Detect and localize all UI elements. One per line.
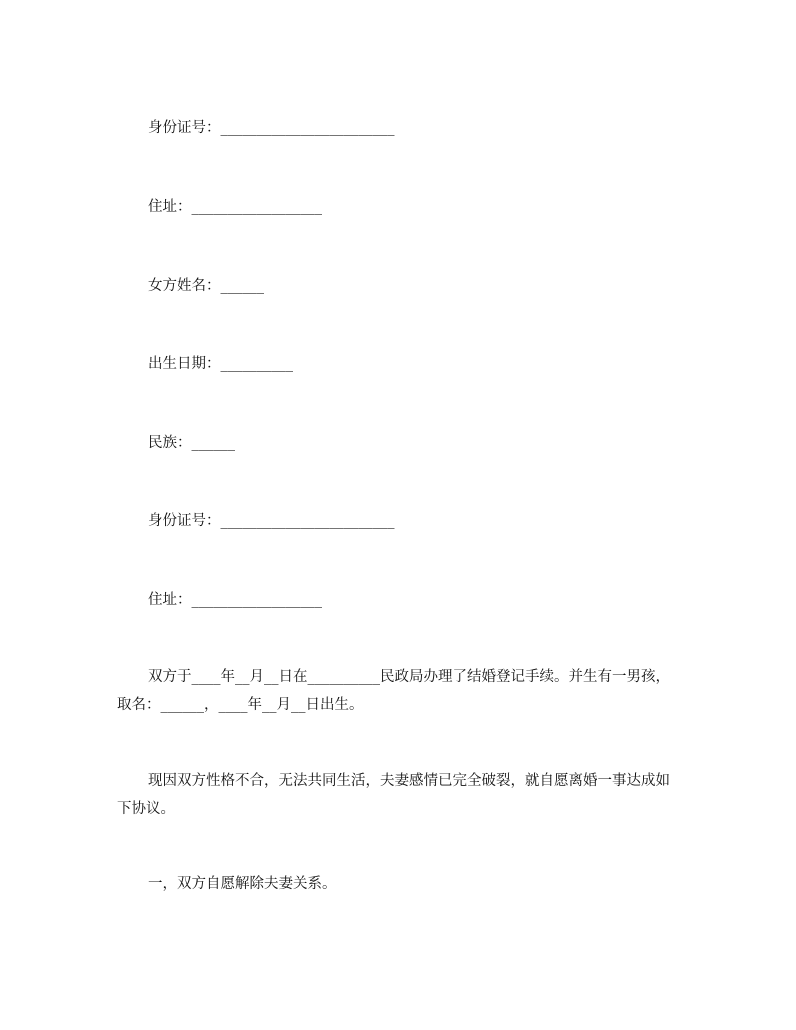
paragraph-marriage-registration: 双方于____年__月__日在__________民政局办理了结婚登记手续。并生有一男孩，取名：______，____年__月__日出生。 — [117, 669, 670, 713]
field-id-number-1 — [148, 118, 395, 138]
field-female-name — [148, 276, 264, 296]
field-label: 女方姓名： — [148, 278, 221, 294]
field-id-number-2 — [148, 511, 395, 531]
field-address-2 — [148, 590, 322, 610]
field-label: 住址： — [148, 592, 192, 608]
field-label: 民族： — [148, 435, 192, 451]
field-label: 出生日期： — [148, 356, 221, 372]
field-address-1 — [148, 197, 322, 217]
field-label: 身份证号： — [148, 120, 221, 136]
paragraph-clause-one: 一，双方自愿解除夫妻关系。 — [148, 876, 337, 892]
field-blank: __________________ — [191, 199, 322, 215]
field-blank: ______ — [191, 435, 235, 451]
field-blank: ________________________ — [220, 120, 395, 136]
field-blank: ________________________ — [220, 513, 395, 529]
field-blank: ______ — [220, 278, 264, 294]
field-label: 身份证号： — [148, 513, 221, 529]
field-blank: __________________ — [191, 592, 322, 608]
field-ethnicity — [148, 433, 235, 453]
field-birth-date — [148, 354, 293, 374]
field-blank: __________ — [220, 356, 293, 372]
field-label: 住址： — [148, 199, 192, 215]
paragraph-divorce-reason: 现因双方性格不合，无法共同生活，夫妻感情已完全破裂，就自愿离婚一事达成如下协议。 — [117, 773, 670, 817]
